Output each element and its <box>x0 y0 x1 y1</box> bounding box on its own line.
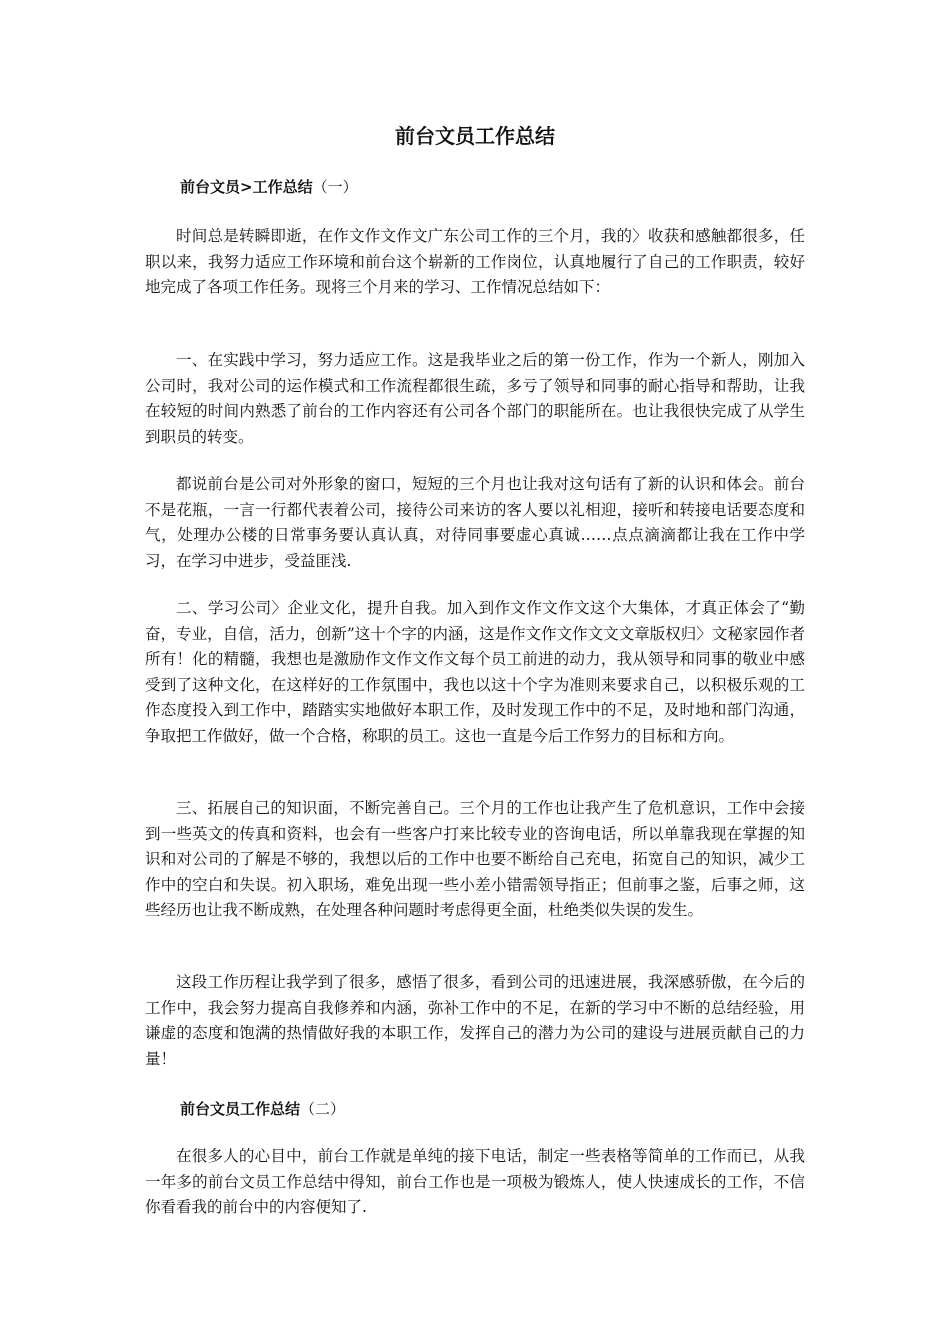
paragraph: 一、在实践中学习，努力适应工作。这是我毕业之后的第一份工作，作为一个新人，刚加入公司时，我对公司的运作模式和工作流程都很生疏，多亏了领导和同事的耐心指导和帮助，让我在较短的时间内熟悉了前台的工作内容还有公司各个部门的职能所在。也让我很快完成了从学生到职员的转变。 <box>145 351 805 446</box>
section-heading-1-suffix: （一） <box>312 178 358 196</box>
paragraph: 都说前台是公司对外形象的窗口，短短的三个月也让我对这句话有了新的认识和体会。前台不是花瓶，一言一行都代表着公司，接待公司来访的客人要以礼相迎，接听和转接电话要态度和气，处理办公楼的日常事务要认真认真，对待同事要虚心真诚……点点滴滴都让我在工作中学习，在学习中进步，受益匪浅. <box>145 475 805 570</box>
document-title: 前台文员工作总结 <box>395 124 555 148</box>
section-heading-1-text: 前台文员>工作总结 <box>180 178 313 196</box>
section-heading-2-suffix: （二） <box>300 1100 346 1118</box>
paragraph: 这段工作历程让我学到了很多，感悟了很多，看到公司的迅速进展，我深感骄傲，在今后的工作中，我会努力提高自我修养和内涵，弥补工作中的不足，在新的学习中不断的总结经验，用谦虚的态度和饱满的热情做好我的本职工作，发挥自己的潜力为公司的建设与进展贡献自己的力量！ <box>145 973 805 1068</box>
paragraph: 三、拓展自己的知识面，不断完善自己。三个月的工作也让我产生了危机意识，工作中会接到一些英文的传真和资料，也会有一些客户打来比较专业的咨询电话，所以单靠我现在掌握的知识和对公司的了解是不够的，我想以后的工作中也要不断给自己充电，拓宽自己的知识，减少工作中的空白和失误。初入职场，难免出现一些小差小错需领导指正；但前事之鉴，后事之师，这些经历也让我不断成熟，在处理各种问题时考虑得更全面，杜绝类似失误的发生。 <box>145 799 805 920</box>
section-heading-2-text: 前台文员工作总结 <box>180 1100 301 1118</box>
paragraph: 二、学习公司〉企业文化，提升自我。加入到作文作文作文这个大集体，才真正体会了“勤奋，专业，自信，活力，创新”这十个字的内涵，这是作文作文作文文文章版权归〉文秘家园作者所有！化的精髓，我想也是激励作文作文作文每个员工前进的动力，我从领导和同事的敬业中感受到了这种文化，在这样好的工作氛围中，我也以这十个字为准则来要求自己，以积极乐观的工作态度投入到工作中，踏踏实实地做好本职工作，及时发现工作中的不足，及时地和部门沟通，争取把工作做好，做一个合格，称职的员工。这也一直是今后工作努力的目标和方向。 <box>145 599 805 745</box>
section-heading-2 <box>180 1098 345 1120</box>
paragraph: 时间总是转瞬即逝，在作文作文作文广东公司工作的三个月，我的〉收获和感触都很多，任职以来，我努力适应工作环境和前台这个崭新的工作岗位，认真地履行了自己的工作职责，较好地完成了各项工作任务。现将三个月来的学习、工作情况总结如下： <box>145 227 805 297</box>
paragraph: 在很多人的心目中，前台工作就是单纯的接下电话，制定一些表格等简单的工作而已，从我一年多的前台文员工作总结中得知，前台工作也是一项极为锻炼人，使人快速成长的工作，不信你看看我的前台中的内容便知了. <box>145 1147 805 1217</box>
section-heading-1 <box>180 176 358 198</box>
